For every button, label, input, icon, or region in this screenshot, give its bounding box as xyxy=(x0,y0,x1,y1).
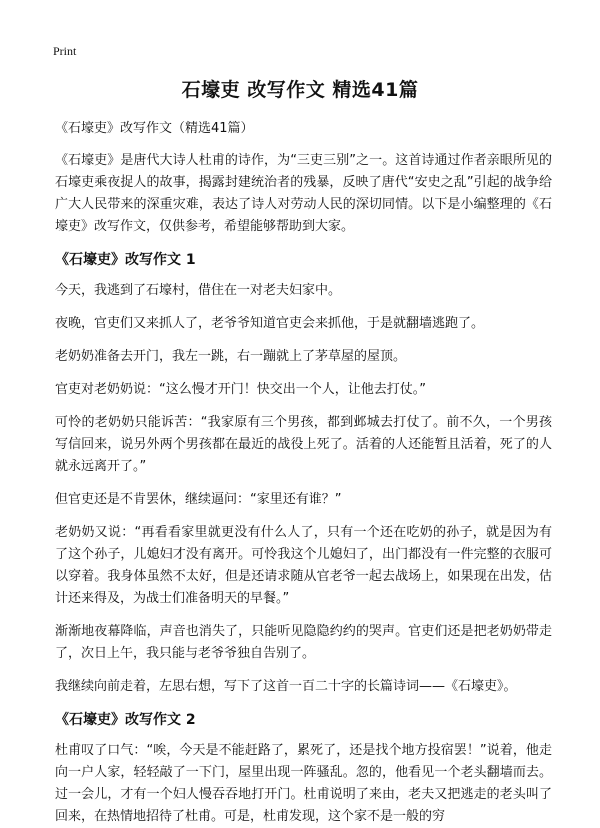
essay-2-paragraph: 杜甫叹了口气：“唉，今天是不能赶路了，累死了，还是找个地方投宿罢！”说着，他走向一户人家，轻轻敲了一下门，屋里出现一阵骚乱。忽的，他看见一个老头翻墙而去。过一会儿，才有一个妇人慢吞吞地打开门。杜甫说明了来由，老夫又把逃走的老头叫了回来，在热情地招待了杜甫。可是，杜甫发现，这个家不是一般的穷 xyxy=(55,743,552,824)
essay-1-heading: 《石壕吏》改写作文 1 xyxy=(55,252,196,268)
intro-paragraph: 《石壕吏》是唐代大诗人杜甫的诗作，为“三吏三别”之一。这首诗通过作者亲眼所见的石壕吏乘夜捉人的故事，揭露封建统治者的残暴，反映了唐代“安史之乱”引起的战争给广大人民带来的深重灾难，表达了诗人对劳动人民的深切同情。以下是小编整理的《石壕吏》改写作文，仅供参考，希望能够帮助到大家。 xyxy=(55,153,552,234)
essay-1-paragraph: 老奶奶又说：“再看看家里就更没有什么人了，只有一个还在吃奶的孙子，就是因为有了这个孙子，儿媳妇才没有离开。可怜我这个儿媳妇了，出门都没有一件完整的衣服可以穿着。我身体虽然不太好，但是还请求随从官老爷一起去战场上，如果现在出发，估计还来得及，为战士们准备明天的早餐。” xyxy=(55,525,552,606)
essay-1-paragraph: 今天，我逃到了石壕村，借住在一对老夫妇家中。 xyxy=(55,283,342,298)
essay-1-paragraph: 老奶奶准备去开门，我左一跳，右一蹦就上了茅草屋的屋顶。 xyxy=(55,349,407,364)
article-body xyxy=(55,118,552,828)
essay-1-paragraph: 但官吏还是不肯罢休，继续逼问：“家里还有谁？” xyxy=(55,492,342,507)
essay-1-paragraph: 夜晚，官吏们又来抓人了，老爷爷知道官吏会来抓他，于是就翻墙逃跑了。 xyxy=(55,316,485,331)
essay-1-paragraph: 官吏对老奶奶说：“这么慢才开门！快交出一个人，让他去打仗。” xyxy=(55,382,426,397)
essay-1-paragraph: 渐渐地夜幕降临，声音也消失了，只能听见隐隐约约的哭声。官吏们还是把老奶奶带走了，次日上午，我只能与老爷爷独自告别了。 xyxy=(55,624,552,661)
essay-1-paragraph: 可怜的老奶奶只能诉苦：“我家原有三个男孩，都到邺城去打仗了。前不久，一个男孩写信回来，说另外两个男孩都在最近的战役上死了。活着的人还能暂且活着，死了的人就永远离开了。” xyxy=(55,415,552,474)
page-title: 石壕吏 改写作文 精选41篇 xyxy=(181,79,419,101)
essay-2-heading: 《石壕吏》改写作文 2 xyxy=(55,712,196,728)
print-link[interactable]: Print xyxy=(53,44,77,58)
essay-1-paragraph: 我继续向前走着，左思右想，写下了这首一百二十字的长篇诗词——《石壕吏》。 xyxy=(55,679,517,694)
article-subtitle: 《石壕吏》改写作文（精选41篇） xyxy=(55,121,254,136)
